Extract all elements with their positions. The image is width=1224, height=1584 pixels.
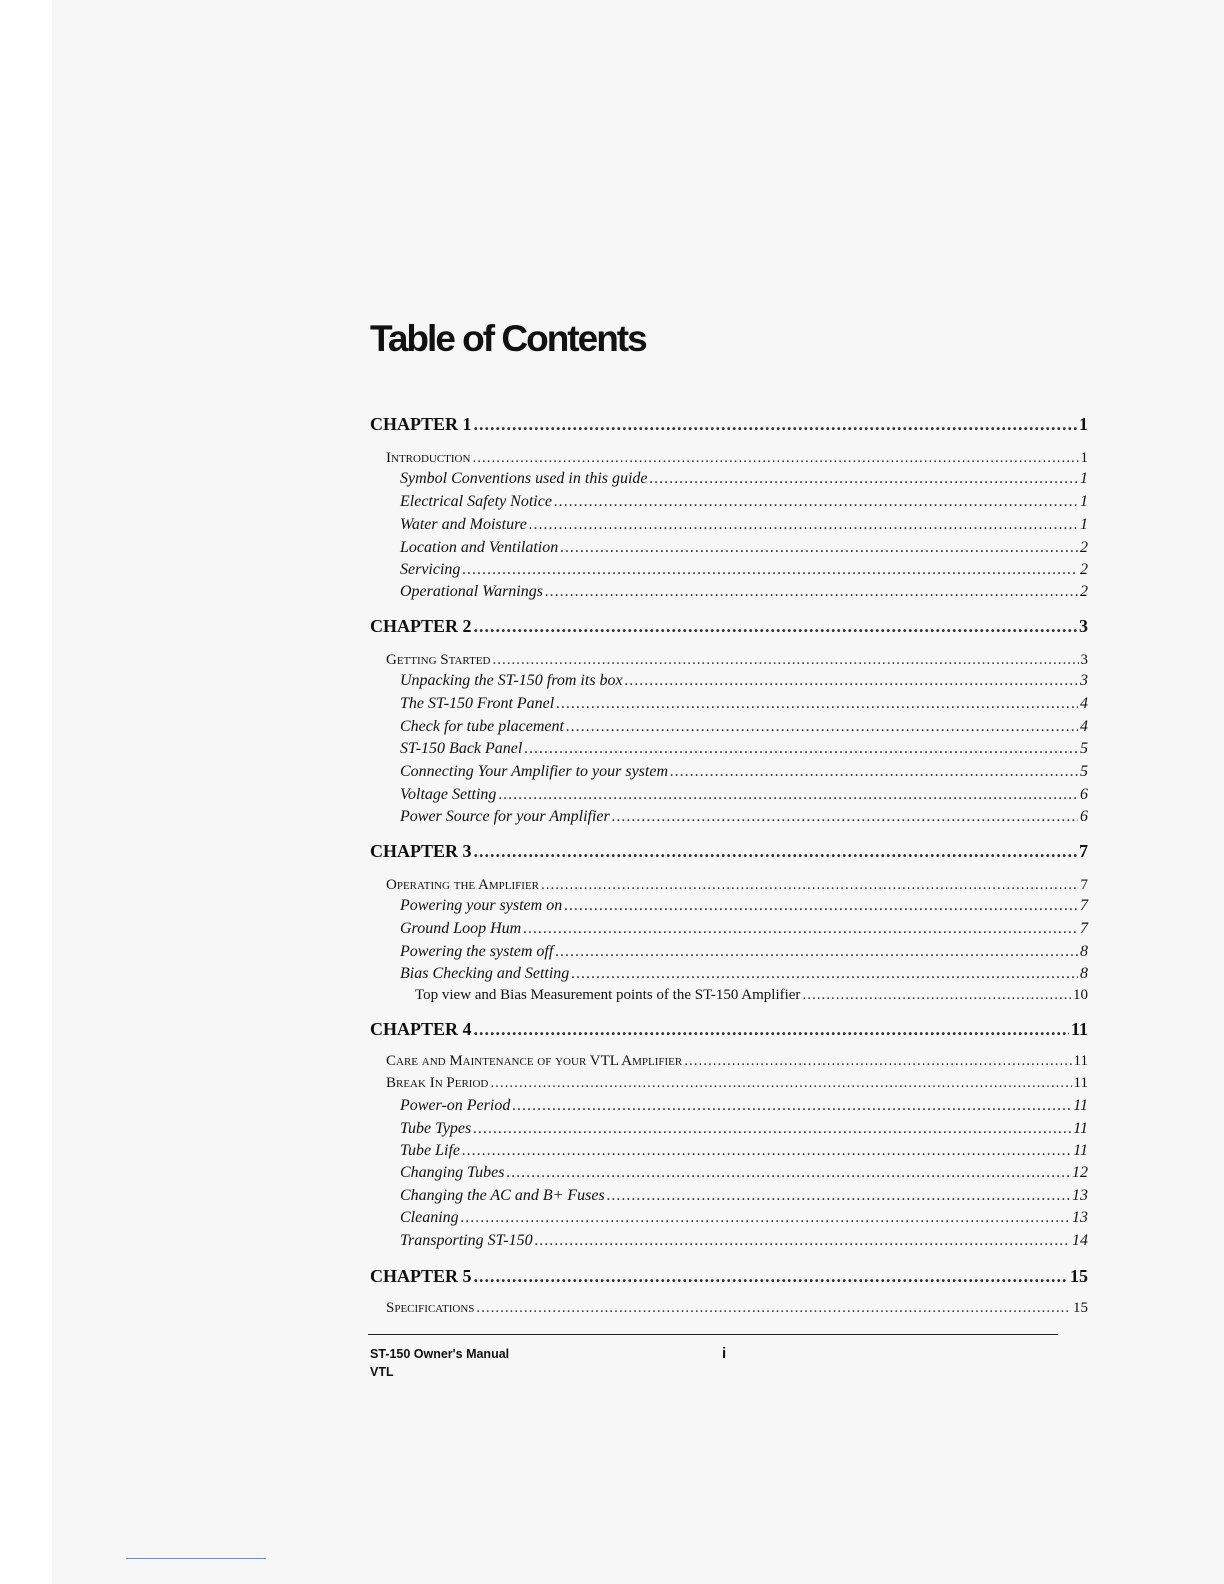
toc-page-number: 11 — [1073, 1097, 1088, 1114]
dot-leader — [476, 1300, 1071, 1317]
footer-manual-info — [370, 1345, 509, 1381]
dot-leader — [555, 943, 1078, 961]
toc-sub-entry[interactable] — [400, 561, 1088, 579]
dot-leader — [474, 841, 1077, 862]
dot-leader — [461, 1209, 1070, 1227]
toc-page-number: 14 — [1072, 1232, 1088, 1249]
toc-page-number: 11 — [1073, 1120, 1088, 1137]
toc-entry-label: The ST-150 Front Panel — [400, 695, 555, 712]
footer-brand: VTL — [370, 1365, 394, 1379]
toc-sub-entry[interactable] — [400, 943, 1088, 961]
dot-leader — [473, 1120, 1071, 1138]
dot-leader — [684, 1053, 1071, 1070]
toc-entry-label: CHAPTER 3 — [370, 841, 472, 861]
toc-entry-label: CHAPTER 4 — [370, 1019, 472, 1039]
toc-sub-entry[interactable] — [400, 1120, 1088, 1138]
toc-entry-label: Water and Moisture — [400, 516, 527, 533]
toc-page-number: 3 — [1080, 652, 1088, 668]
toc-section-getting-started[interactable] — [386, 652, 1088, 669]
toc-entry-label: Unpacking the ST-150 from its box — [400, 672, 623, 689]
toc-section-care[interactable] — [386, 1053, 1088, 1070]
toc-entry-label: Ground Loop Hum — [400, 920, 522, 937]
toc-page-number: 11 — [1073, 1075, 1088, 1091]
toc-page-number: 13 — [1072, 1209, 1088, 1226]
toc-sub-entry[interactable] — [400, 1232, 1088, 1250]
toc-entry-label: CHAPTER 1 — [370, 414, 472, 434]
toc-sub-entry[interactable] — [400, 539, 1088, 557]
dot-leader — [625, 672, 1078, 690]
toc-page-number: 8 — [1080, 965, 1088, 982]
toc-chapter-3[interactable] — [370, 841, 1088, 862]
toc-entry-label: Powering the system off — [400, 943, 554, 960]
dot-leader — [650, 470, 1078, 488]
toc-entry-label: Symbol Conventions used in this guide — [400, 470, 648, 487]
toc-entry-label: Introduction — [386, 450, 471, 466]
dot-leader — [670, 763, 1078, 781]
toc-section-operating[interactable] — [386, 877, 1088, 894]
toc-sub-entry[interactable] — [400, 965, 1088, 983]
dot-leader — [571, 965, 1078, 983]
dot-leader — [529, 516, 1078, 534]
toc-page-number: 7 — [1080, 920, 1088, 937]
toc-entry-label: Break In Period — [386, 1075, 489, 1091]
toc-page-number: 2 — [1080, 583, 1088, 600]
toc-entry-label: Voltage Setting — [400, 786, 497, 803]
toc-entry-label: Cleaning — [400, 1209, 459, 1226]
dot-leader — [535, 1232, 1070, 1250]
footer-manual-title: ST-150 Owner's Manual — [370, 1347, 510, 1361]
toc-entry-label: Bias Checking and Setting — [400, 965, 570, 982]
toc-page-number: 7 — [1079, 841, 1088, 861]
toc-sub-entry[interactable] — [400, 695, 1088, 713]
toc-sub-entry[interactable] — [400, 786, 1088, 804]
toc-chapter-2[interactable] — [370, 616, 1088, 637]
toc-subsub-entry[interactable] — [415, 987, 1088, 1004]
toc-page-number: 7 — [1080, 877, 1088, 893]
toc-page-number: 3 — [1079, 616, 1088, 636]
dot-leader — [462, 1142, 1071, 1160]
dot-leader — [524, 740, 1078, 758]
toc-entry-label: CHAPTER 5 — [370, 1266, 472, 1286]
toc-page-number: 11 — [1073, 1053, 1088, 1069]
dot-leader — [541, 877, 1078, 894]
footer-page-number: i — [722, 1345, 727, 1362]
toc-entry-label: Changing the AC and B+ Fuses — [400, 1187, 605, 1204]
toc-page-number: 10 — [1073, 987, 1088, 1003]
toc-sub-entry[interactable] — [400, 718, 1088, 736]
toc-page-number: 1 — [1080, 450, 1088, 466]
dot-leader — [506, 1164, 1070, 1182]
toc-chapter-4[interactable] — [370, 1019, 1088, 1040]
dot-leader — [607, 1187, 1070, 1205]
toc-page-number: 2 — [1080, 539, 1088, 556]
toc-sub-entry[interactable] — [400, 470, 1088, 488]
toc-entry-label: Care and Maintenance of your VTL Amplifier — [386, 1053, 683, 1069]
toc-entry-label: Power-on Period — [400, 1097, 511, 1114]
toc-page-number: 2 — [1080, 561, 1088, 578]
toc-entry-label: Electrical Safety Notice — [400, 493, 552, 510]
toc-entry-label: Powering your system on — [400, 897, 563, 914]
dot-leader — [474, 616, 1077, 637]
toc-entry-label: ST-150 Back Panel — [400, 740, 523, 757]
toc-page-number: 8 — [1080, 943, 1088, 960]
dot-leader — [474, 414, 1077, 435]
dot-leader — [490, 1075, 1071, 1092]
dot-leader — [566, 718, 1078, 736]
toc-entry-label: Operating the Amplifier — [386, 877, 540, 893]
toc-entry-label: Tube Types — [400, 1120, 472, 1137]
toc-sub-entry[interactable] — [400, 740, 1088, 758]
toc-page-number: 12 — [1072, 1164, 1088, 1181]
toc-section-introduction[interactable] — [386, 450, 1088, 467]
dot-leader — [556, 695, 1078, 713]
toc-entry-label: Check for tube placement — [400, 718, 564, 735]
toc-sub-entry[interactable] — [400, 1142, 1088, 1160]
toc-entry-label: Specifications — [386, 1300, 475, 1316]
toc-sub-entry[interactable] — [400, 1209, 1088, 1227]
toc-entry-label: Getting Started — [386, 652, 491, 668]
page-title: Table of Contents — [370, 318, 646, 359]
toc-entry-label: Tube Life — [400, 1142, 461, 1159]
dot-leader — [472, 450, 1078, 467]
toc-sub-entry[interactable] — [400, 583, 1088, 601]
toc-sub-entry[interactable] — [400, 493, 1088, 511]
toc-page-number: 1 — [1079, 414, 1088, 434]
toc-page-number: 3 — [1080, 672, 1088, 689]
toc-entry-label: Top view and Bias Measurement points of the ST-150 Amplifier — [415, 987, 801, 1003]
footer-divider — [368, 1334, 1058, 1335]
toc-entry-label: Servicing — [400, 561, 461, 578]
toc-entry-label: Power Source for your Amplifier — [400, 808, 610, 825]
toc-sub-entry[interactable] — [400, 920, 1088, 938]
toc-entry-label: Transporting ST-150 — [400, 1232, 533, 1249]
toc-entry-label: Connecting Your Amplifier to your system — [400, 763, 668, 780]
dot-leader — [474, 1019, 1069, 1040]
dot-leader — [474, 1266, 1068, 1287]
toc-page-number: 1 — [1080, 516, 1088, 533]
toc-sub-entry[interactable] — [400, 516, 1088, 534]
toc-page-number: 6 — [1080, 786, 1088, 803]
toc-page-number: 15 — [1070, 1266, 1088, 1286]
toc-page-number: 7 — [1080, 897, 1088, 914]
toc-sub-entry[interactable] — [400, 897, 1088, 915]
toc-page-number: 5 — [1080, 763, 1088, 780]
toc-page-number: 13 — [1072, 1187, 1088, 1204]
toc-entry-label: Operational Warnings — [400, 583, 543, 600]
dot-leader — [523, 920, 1078, 938]
toc-page-number: 15 — [1073, 1300, 1088, 1316]
toc-page-number: 4 — [1080, 718, 1088, 735]
dot-leader — [612, 808, 1078, 826]
toc-section-specifications[interactable] — [386, 1300, 1088, 1317]
toc-page-number: 5 — [1080, 740, 1088, 757]
dot-leader — [560, 539, 1078, 557]
dot-leader — [498, 786, 1078, 804]
dot-leader — [802, 987, 1071, 1004]
toc-entry-label: Changing Tubes — [400, 1164, 505, 1181]
toc-sub-entry[interactable] — [400, 808, 1088, 826]
dot-leader — [512, 1097, 1071, 1115]
toc-page-number: 1 — [1080, 493, 1088, 510]
toc-sub-entry[interactable] — [400, 1097, 1088, 1115]
dot-leader — [564, 897, 1078, 915]
toc-entry-label: CHAPTER 2 — [370, 616, 472, 636]
toc-page-number: 1 — [1080, 470, 1088, 487]
dot-leader — [554, 493, 1078, 511]
toc-sub-entry[interactable] — [400, 672, 1088, 690]
toc-section-break-in[interactable] — [386, 1075, 1088, 1092]
toc-sub-entry[interactable] — [400, 1164, 1088, 1182]
dot-leader — [492, 652, 1078, 669]
toc-chapter-5[interactable] — [370, 1266, 1088, 1287]
toc-chapter-1[interactable] — [370, 414, 1088, 435]
toc-sub-entry[interactable] — [400, 763, 1088, 781]
toc-sub-entry[interactable] — [400, 1187, 1088, 1205]
toc-page-number: 11 — [1070, 1019, 1088, 1039]
toc-page-number: 6 — [1080, 808, 1088, 825]
bottom-edge-line — [126, 1558, 266, 1559]
toc-page-number: 4 — [1080, 695, 1088, 712]
toc-page-number: 11 — [1073, 1142, 1088, 1159]
dot-leader — [545, 583, 1078, 601]
toc-entry-label: Location and Ventilation — [400, 539, 559, 556]
dot-leader — [462, 561, 1078, 579]
